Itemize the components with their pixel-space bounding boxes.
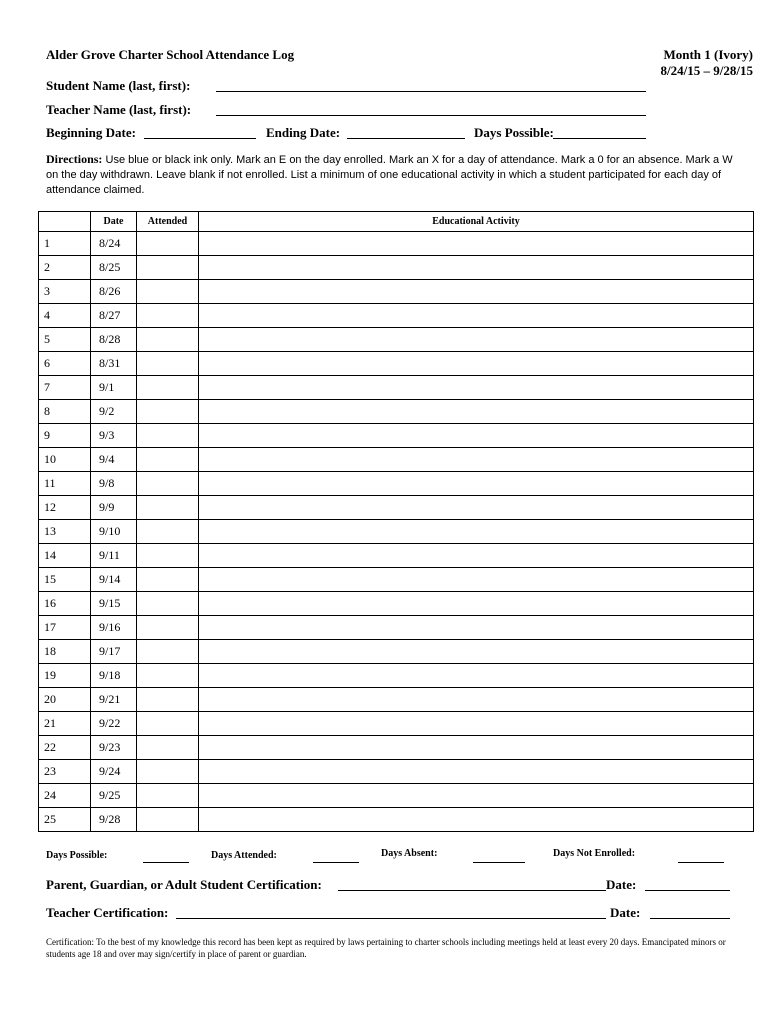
row-date: 9/9 (91, 496, 137, 520)
row-number: 13 (39, 520, 91, 544)
attended-cell[interactable] (137, 712, 199, 736)
table-row (39, 496, 754, 520)
days-not-enrolled-field[interactable] (678, 862, 724, 863)
beginning-date-field[interactable] (144, 138, 256, 139)
days-absent-field[interactable] (473, 862, 525, 863)
row-date: 9/2 (91, 400, 137, 424)
row-number: 24 (39, 784, 91, 808)
row-number: 23 (39, 760, 91, 784)
row-date: 9/21 (91, 688, 137, 712)
days-possible-summary-field[interactable] (143, 862, 189, 863)
row-date: 9/14 (91, 568, 137, 592)
parent-certification-label (46, 877, 322, 893)
attended-cell[interactable] (137, 232, 199, 256)
student-name-field[interactable] (216, 91, 646, 92)
table-row (39, 712, 754, 736)
attended-cell[interactable] (137, 328, 199, 352)
parent-date-label: Date: (606, 877, 637, 892)
days-attended-field[interactable] (313, 862, 359, 863)
row-date: 9/3 (91, 424, 137, 448)
attended-cell[interactable] (137, 616, 199, 640)
row-date: 9/16 (91, 616, 137, 640)
row-date: 8/25 (91, 256, 137, 280)
table-row (39, 640, 754, 664)
activity-cell[interactable] (199, 376, 754, 400)
row-date: 8/31 (91, 352, 137, 376)
attended-cell[interactable] (137, 256, 199, 280)
month-label: Month 1 (Ivory) (663, 47, 753, 62)
days-not-enrolled-label: Days Not Enrolled: (553, 848, 636, 859)
row-number: 10 (39, 448, 91, 472)
attended-cell[interactable] (137, 472, 199, 496)
attended-cell[interactable] (137, 568, 199, 592)
row-number: 25 (39, 808, 91, 832)
row-date: 9/28 (91, 808, 137, 832)
row-number: 16 (39, 592, 91, 616)
activity-cell[interactable] (199, 304, 754, 328)
table-row (39, 568, 754, 592)
attended-cell[interactable] (137, 688, 199, 712)
table-row (39, 376, 754, 400)
row-number: 19 (39, 664, 91, 688)
attended-cell[interactable] (137, 544, 199, 568)
table-row (39, 304, 754, 328)
table-row (39, 808, 754, 832)
attendance-table (38, 211, 754, 832)
row-number: 17 (39, 616, 91, 640)
table-row (39, 616, 754, 640)
month-block (661, 47, 753, 79)
row-date: 8/26 (91, 280, 137, 304)
row-number: 20 (39, 688, 91, 712)
ending-date-label: Ending Date: (266, 125, 341, 140)
beginning-date-label: Beginning Date: (46, 125, 136, 140)
row-date: 9/23 (91, 736, 137, 760)
col-header-date: Date (91, 212, 137, 232)
table-row (39, 352, 754, 376)
row-number: 22 (39, 736, 91, 760)
row-date: 9/8 (91, 472, 137, 496)
table-row (39, 544, 754, 568)
directions (46, 152, 746, 198)
activity-cell[interactable] (199, 760, 754, 784)
row-number: 11 (39, 472, 91, 496)
activity-cell[interactable] (199, 328, 754, 352)
teacher-certification-label: Teacher Certification: (46, 905, 169, 920)
row-date: 9/18 (91, 664, 137, 688)
attended-cell[interactable] (137, 784, 199, 808)
teacher-date-field[interactable] (650, 918, 730, 919)
row-number: 15 (39, 568, 91, 592)
table-row (39, 688, 754, 712)
table-row (39, 256, 754, 280)
activity-cell[interactable] (199, 520, 754, 544)
date-range: 8/24/15 – 9/28/15 (660, 63, 753, 78)
certification-fine-print: Certification: To the best of my knowledge this record has been kept as required by laws pertaining to charter schools including meetings held at least every 20 days. Emancipated minors or students age 18 and over may sign/certify in place of parent or guardian. (46, 937, 726, 959)
row-date: 9/22 (91, 712, 137, 736)
row-date: 8/28 (91, 328, 137, 352)
attended-cell[interactable] (137, 304, 199, 328)
activity-cell[interactable] (199, 784, 754, 808)
row-date: 9/1 (91, 376, 137, 400)
teacher-signature-field[interactable] (176, 918, 606, 919)
col-header-number (39, 212, 91, 232)
row-date: 9/11 (91, 544, 137, 568)
row-number: 8 (39, 400, 91, 424)
col-header-activity: Educational Activity (199, 212, 754, 232)
attended-cell[interactable] (137, 736, 199, 760)
row-date: 9/4 (91, 448, 137, 472)
teacher-name-field[interactable] (216, 115, 646, 116)
row-date: 9/24 (91, 760, 137, 784)
directions-label: Directions: (46, 152, 103, 166)
activity-cell[interactable] (199, 496, 754, 520)
attended-cell[interactable] (137, 448, 199, 472)
table-row (39, 280, 754, 304)
student-name-label: Student Name (last, first): (46, 78, 191, 93)
parent-signature-field[interactable] (338, 890, 606, 891)
attended-cell[interactable] (137, 520, 199, 544)
activity-cell[interactable] (199, 280, 754, 304)
attended-cell[interactable] (137, 664, 199, 688)
row-number: 5 (39, 328, 91, 352)
row-number: 1 (39, 232, 91, 256)
activity-cell[interactable] (199, 640, 754, 664)
directions-text: Use blue or black ink only. Mark an E on the day enrolled. Mark an X for a day of attendance. Mark a 0 for an absence. Mark a W on the day withdrawn. Leave blank if not enrolled. List a minimum of one educational activity in which a student participated for each day of attendance claimed. (46, 154, 733, 196)
table-row (39, 424, 754, 448)
row-number: 4 (39, 304, 91, 328)
row-number: 14 (39, 544, 91, 568)
teacher-name-label: Teacher Name (last, first): (46, 102, 192, 117)
activity-cell[interactable] (199, 400, 754, 424)
activity-cell[interactable] (199, 544, 754, 568)
attended-cell[interactable] (137, 280, 199, 304)
col-header-attended: Attended (137, 212, 199, 232)
days-attended-label: Days Attended: (211, 850, 277, 861)
activity-cell[interactable] (199, 664, 754, 688)
days-absent-label: Days Absent: (381, 848, 438, 859)
table-row (39, 592, 754, 616)
activity-cell[interactable] (199, 616, 754, 640)
table-row (39, 328, 754, 352)
attended-cell[interactable] (137, 808, 199, 832)
row-date: 9/17 (91, 640, 137, 664)
table-row (39, 232, 754, 256)
activity-cell[interactable] (199, 472, 754, 496)
table-row (39, 760, 754, 784)
activity-cell[interactable] (199, 808, 754, 832)
days-possible-field[interactable] (553, 138, 646, 139)
ending-date-field[interactable] (347, 138, 465, 139)
parent-certification-text: Parent, Guardian, or Adult Student Certification: (46, 877, 322, 892)
table-row (39, 400, 754, 424)
row-number: 7 (39, 376, 91, 400)
attended-cell[interactable] (137, 640, 199, 664)
parent-date-field[interactable] (645, 890, 730, 891)
row-date: 9/25 (91, 784, 137, 808)
days-possible-label: Days Possible: (474, 125, 554, 140)
row-number: 9 (39, 424, 91, 448)
table-row (39, 664, 754, 688)
activity-cell[interactable] (199, 448, 754, 472)
activity-cell[interactable] (199, 736, 754, 760)
activity-cell[interactable] (199, 712, 754, 736)
row-number: 3 (39, 280, 91, 304)
row-date: 8/24 (91, 232, 137, 256)
row-date: 9/15 (91, 592, 137, 616)
activity-cell[interactable] (199, 592, 754, 616)
attended-cell[interactable] (137, 352, 199, 376)
days-possible-summary-label: Days Possible: (46, 850, 108, 861)
table-row (39, 448, 754, 472)
activity-cell[interactable] (199, 256, 754, 280)
attended-cell[interactable] (137, 376, 199, 400)
table-row (39, 520, 754, 544)
table-row (39, 472, 754, 496)
page-title: Alder Grove Charter School Attendance Log (46, 47, 295, 62)
row-number: 18 (39, 640, 91, 664)
activity-cell[interactable] (199, 352, 754, 376)
row-number: 2 (39, 256, 91, 280)
teacher-date-label: Date: (610, 905, 641, 920)
activity-cell[interactable] (199, 232, 754, 256)
activity-cell[interactable] (199, 688, 754, 712)
activity-cell[interactable] (199, 568, 754, 592)
table-row (39, 736, 754, 760)
attended-cell[interactable] (137, 592, 199, 616)
row-number: 12 (39, 496, 91, 520)
table-row (39, 784, 754, 808)
attended-cell[interactable] (137, 496, 199, 520)
attended-cell[interactable] (137, 760, 199, 784)
table-header-row (39, 212, 754, 232)
row-date: 8/27 (91, 304, 137, 328)
row-number: 21 (39, 712, 91, 736)
attended-cell[interactable] (137, 424, 199, 448)
row-number: 6 (39, 352, 91, 376)
row-date: 9/10 (91, 520, 137, 544)
activity-cell[interactable] (199, 424, 754, 448)
attended-cell[interactable] (137, 400, 199, 424)
